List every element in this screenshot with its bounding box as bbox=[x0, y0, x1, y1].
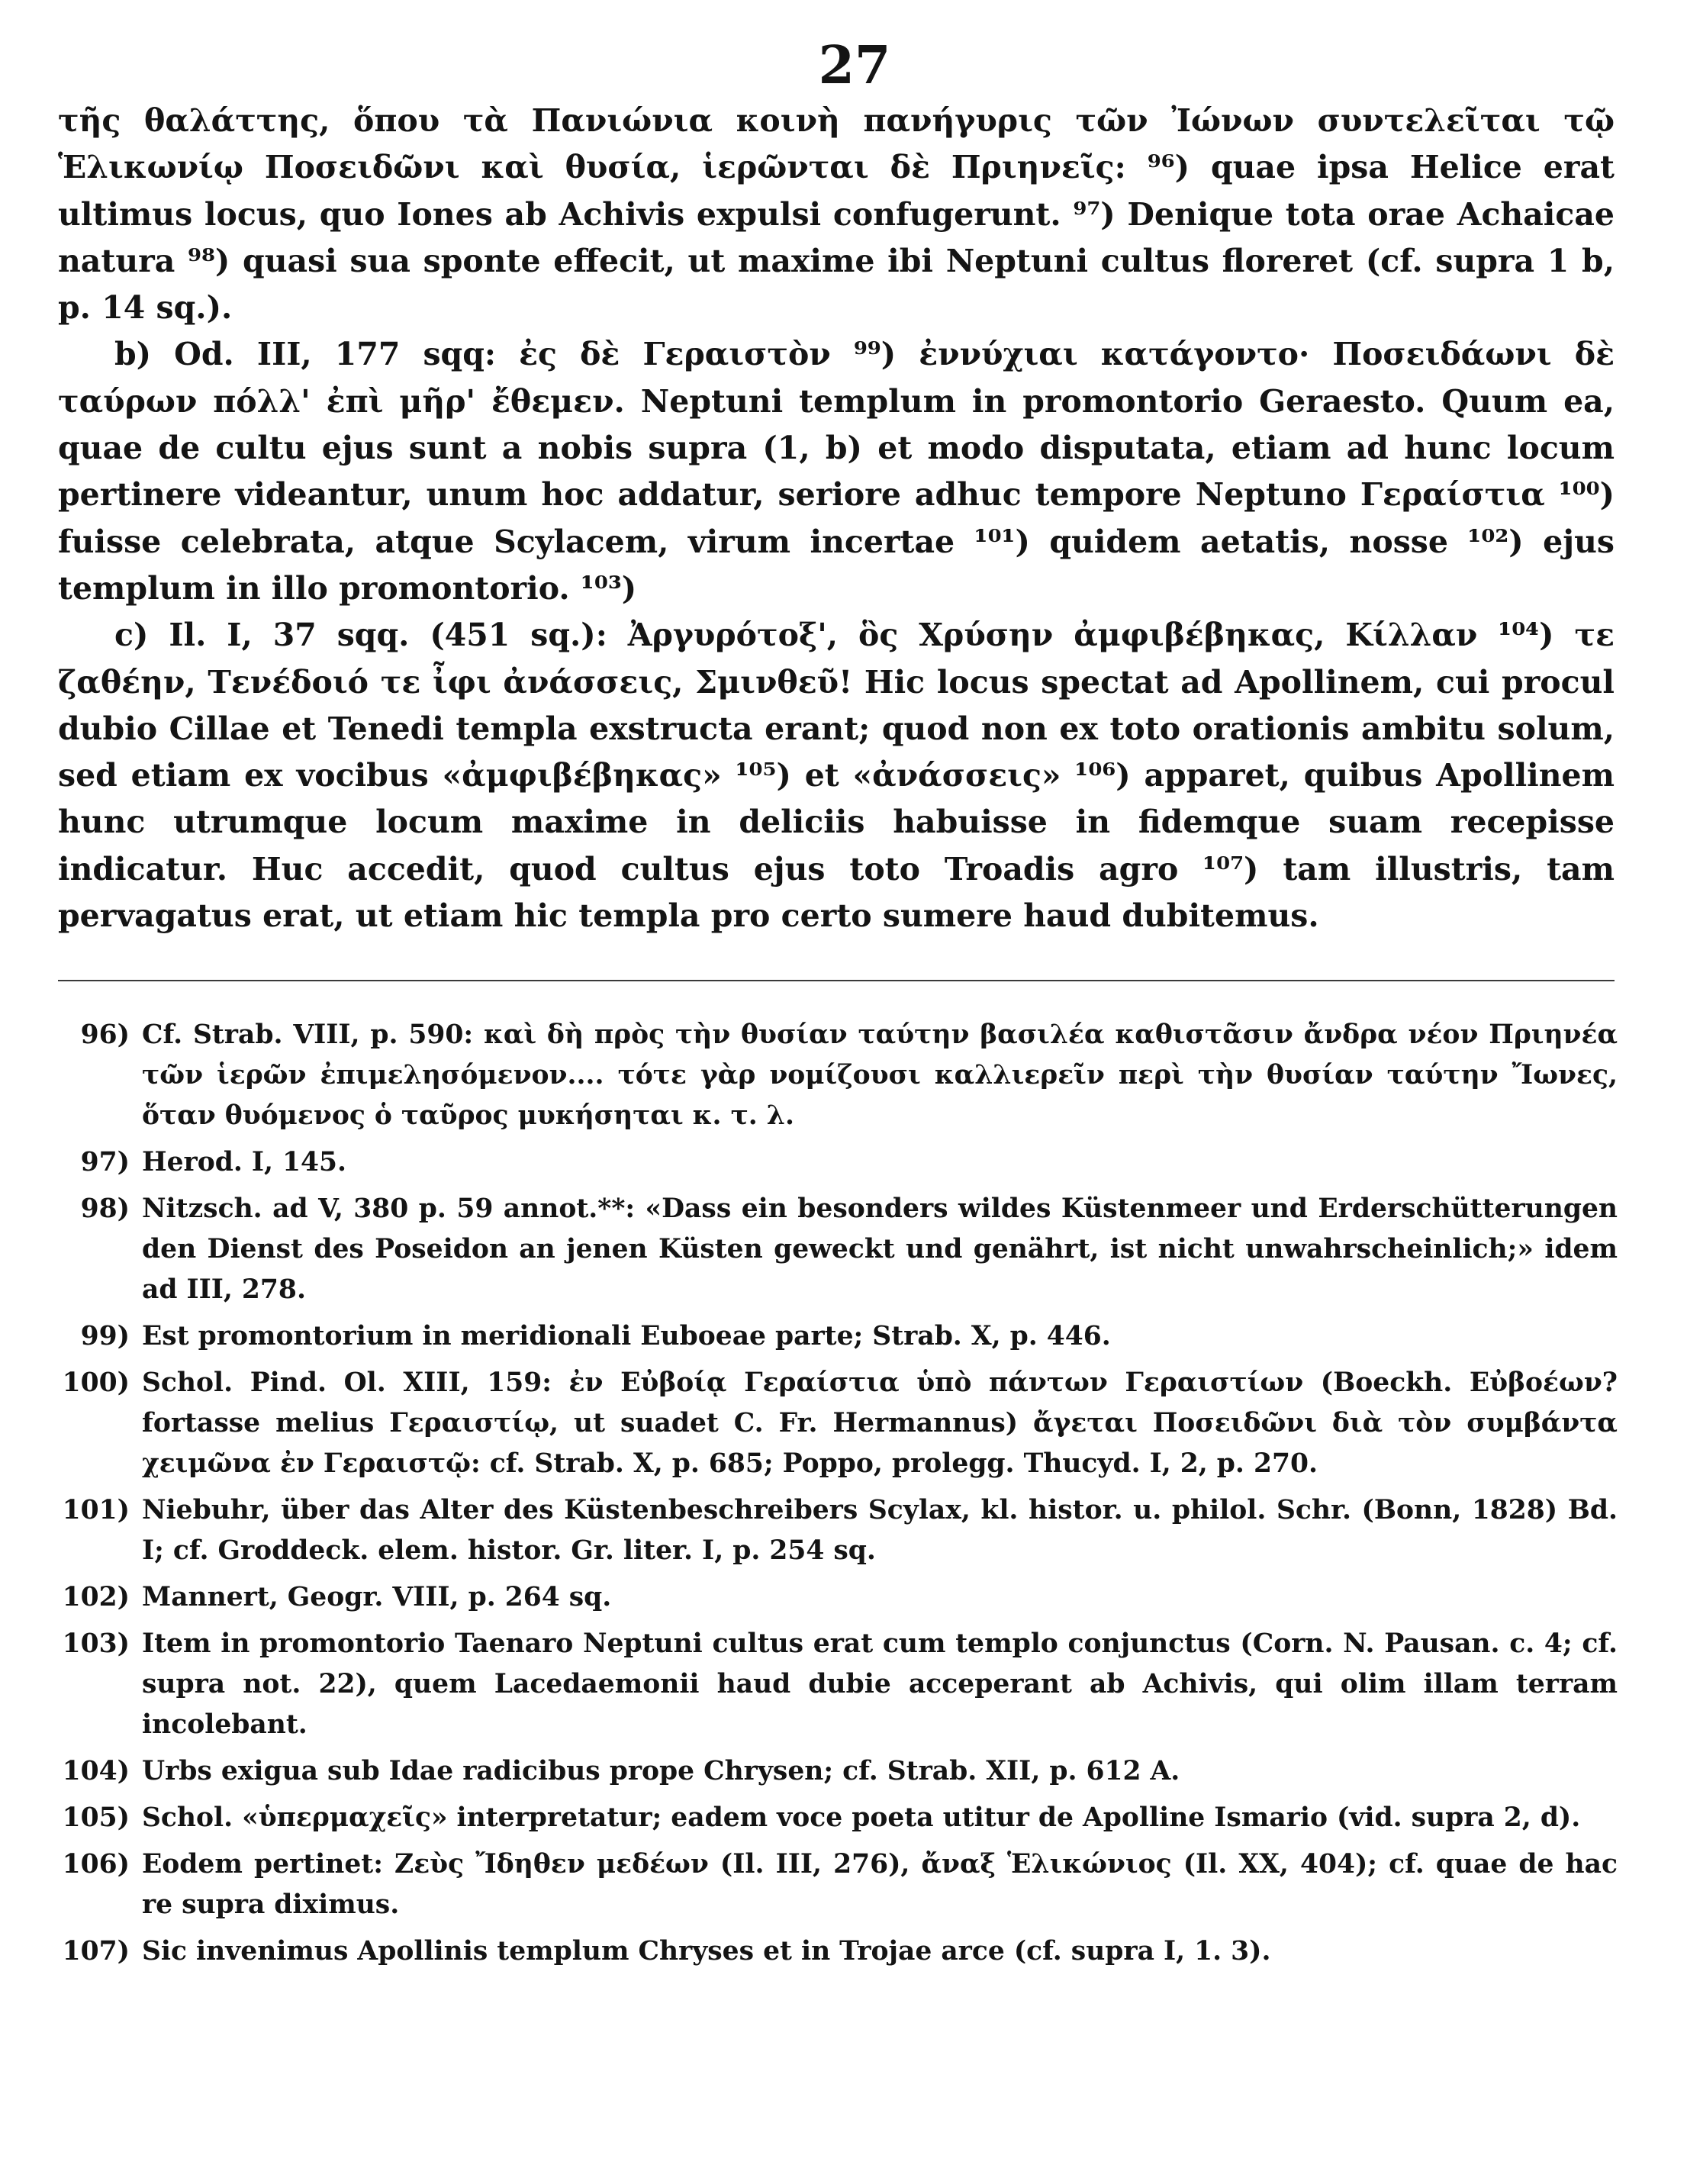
footnote-text: Est promontorium in meridionali Euboeae parte; Strab. X, p. 446. bbox=[142, 1321, 1111, 1351]
footnote-separator bbox=[58, 980, 1615, 981]
footnote-label: 102) bbox=[62, 1582, 130, 1612]
footnote-label: 98) bbox=[80, 1193, 130, 1224]
page-number: 27 bbox=[818, 35, 891, 96]
footnote-text: Item in promontorio Taenaro Neptuni cultus erat cum templo conjunctus (Corn. N. Pausan. c. 4; cf. supra not. 22), quem Lacedaemonii haud dubie acceperant ab Achivis, qui olim illam terram incolebant. bbox=[142, 1628, 1618, 1740]
paragraph-a-continuation: τῆς θαλάττης, ὅπου τὰ Πανιώνια κοινὴ πανήγυρις τῶν Ἰώνων συντελεῖται τῷ Ἑλικωνίῳ Ποσειδῶνι καὶ θυσία, ἱερῶνται δὲ Πριηνεῖς: ⁹⁶) quae ipsa Helice erat ultimus locus, quo Iones ab Achivis expulsi confugerunt. ⁹⁷) Denique tota orae Achaicae natura ⁹⁸) quasi sua sponte effecit, ut maxime ibi Neptuni cultus floreret (cf. supra 1 b, p. 14 sq.). bbox=[58, 102, 1615, 327]
footnote-105 bbox=[23, 1798, 1618, 1838]
footnote-text: Eodem pertinet: Ζεὺς Ἴδηθεν μεδέων (Il. III, 276), ἄναξ Ἑλικώνιος (Il. XX, 404); cf. quae de hac re supra diximus. bbox=[142, 1849, 1618, 1920]
footnote-100 bbox=[23, 1363, 1618, 1484]
footnote-107 bbox=[23, 1931, 1618, 1972]
footnote-104 bbox=[23, 1751, 1618, 1792]
footnote-text: Sic invenimus Apollinis templum Chryses et in Trojae arce (cf. supra I, 1. 3). bbox=[142, 1936, 1271, 1967]
paragraph-b: b) Od. III, 177 sqq: ἐς δὲ Γεραιστὸν ⁹⁹) ἐννύχιαι κατάγοντο· Ποσειδάωνι δὲ ταύρων πόλλ' ἐπὶ μῆρ' ἔθεμεν. Neptuni templum in promontorio Geraesto. Quum ea, quae de cultu ejus sunt a nobis supra (1, b) et modo disputata, etiam ad hunc locum pertinere videantur, unum hoc addatur, seriore adhuc tempore Neptuno Γεραίστια ¹⁰⁰) fuisse celebrata, atque Scylacem, virum incertae ¹⁰¹) quidem aetatis, nosse ¹⁰²) ejus templum in illo promontorio. ¹⁰³) bbox=[58, 336, 1615, 607]
footnote-96 bbox=[23, 1015, 1618, 1136]
footnote-label: 106) bbox=[62, 1849, 130, 1880]
footnote-101 bbox=[23, 1490, 1618, 1571]
footnote-98 bbox=[23, 1189, 1618, 1310]
footnote-text: Herod. I, 145. bbox=[142, 1147, 347, 1177]
main-text bbox=[58, 98, 1615, 939]
footnote-99 bbox=[23, 1316, 1618, 1357]
footnote-102 bbox=[23, 1577, 1618, 1618]
footnote-text: Mannert, Geogr. VIII, p. 264 sq. bbox=[142, 1582, 612, 1612]
footnote-label: 104) bbox=[62, 1756, 130, 1786]
footnote-text: Niebuhr, über das Alter des Küstenbeschreibers Scylax, kl. histor. u. philol. Schr. (Bonn, 1828) Bd. I; cf. Groddeck. elem. histor. Gr. liter. I, p. 254 sq. bbox=[142, 1495, 1618, 1566]
footnote-text: Cf. Strab. VIII, p. 590: καὶ δὴ πρὸς τὴν θυσίαν ταύτην βασιλέα καθιστᾶσιν ἄνδρα νέον Πριηνέα τῶν ἱερῶν ἐπιμελησόμενον.... τότε γὰρ νομίζουσι καλλιερεῖν περὶ τὴν θυσίαν ταύτην Ἴωνες, ὅταν θυόμενος ὁ ταῦρος μυκήσηται κ. τ. λ. bbox=[142, 1020, 1618, 1131]
footnote-label: 107) bbox=[62, 1936, 130, 1967]
footnote-text: Schol. «ὑπερμαχεῖς» interpretatur; eadem voce poeta utitur de Apolline Ismario (vid. supra 2, d). bbox=[142, 1802, 1581, 1833]
footnote-text: Urbs exigua sub Idae radicibus prope Chrysen; cf. Strab. XII, p. 612 A. bbox=[142, 1756, 1180, 1786]
footnote-label: 105) bbox=[62, 1802, 130, 1833]
footnote-label: 100) bbox=[62, 1367, 130, 1398]
footnote-label: 103) bbox=[62, 1628, 130, 1659]
paragraph-c: c) Il. I, 37 sqq. (451 sq.): Ἀργυρότοξ', ὃς Χρύσην ἀμφιβέβηκας, Κίλλαν ¹⁰⁴) τε ζαθέην, Τενέδοιό τε ἶφι ἀνάσσεις, Σμινθεῦ! Hic locus spectat ad Apollinem, cui procul dubio Cillae et Tenedi templa exstructa erant; quod non ex toto orationis ambitu solum, sed etiam ex vocibus «ἀμφιβέβηκας» ¹⁰⁵) et «ἀνάσσεις» ¹⁰⁶) apparet, quibus Apollinem hunc utrumque locum maxime in deliciis habuisse in fidemque suam recepisse indicatur. Huc accedit, quod cultus ejus toto Troadis agro ¹⁰⁷) tam illustris, tam pervagatus erat, ut etiam hic templa pro certo sumere haud dubitemus. bbox=[58, 617, 1615, 935]
footnote-label: 96) bbox=[80, 1020, 130, 1050]
footnote-label: 99) bbox=[80, 1321, 130, 1351]
footnotes bbox=[23, 1015, 1618, 1978]
footnote-label: 101) bbox=[62, 1495, 130, 1525]
footnote-label: 97) bbox=[80, 1147, 130, 1177]
footnote-97 bbox=[23, 1142, 1618, 1183]
footnote-103 bbox=[23, 1624, 1618, 1745]
footnote-text: Nitzsch. ad V, 380 p. 59 annot.**: «Dass ein besonders wildes Küstenmeer und Erderschütterungen den Dienst des Poseidon an jenen Küsten geweckt und genährt, ist nicht unwahrscheinlich;» idem ad III, 278. bbox=[142, 1193, 1618, 1305]
footnote-text: Schol. Pind. Ol. XIII, 159: ἐν Εὐβοίᾳ Γεραίστια ὑπὸ πάντων Γεραιστίων (Boeckh. Εὐβοέων? fortasse melius Γεραιστίῳ, ut suadet C. Fr. Hermannus) ἄγεται Ποσειδῶνι διὰ τὸν συμβάντα χειμῶνα ἐν Γεραιστῷ: cf. Strab. X, p. 685; Poppo, prolegg. Thucyd. I, 2, p. 270. bbox=[142, 1367, 1618, 1479]
footnote-106 bbox=[23, 1844, 1618, 1925]
